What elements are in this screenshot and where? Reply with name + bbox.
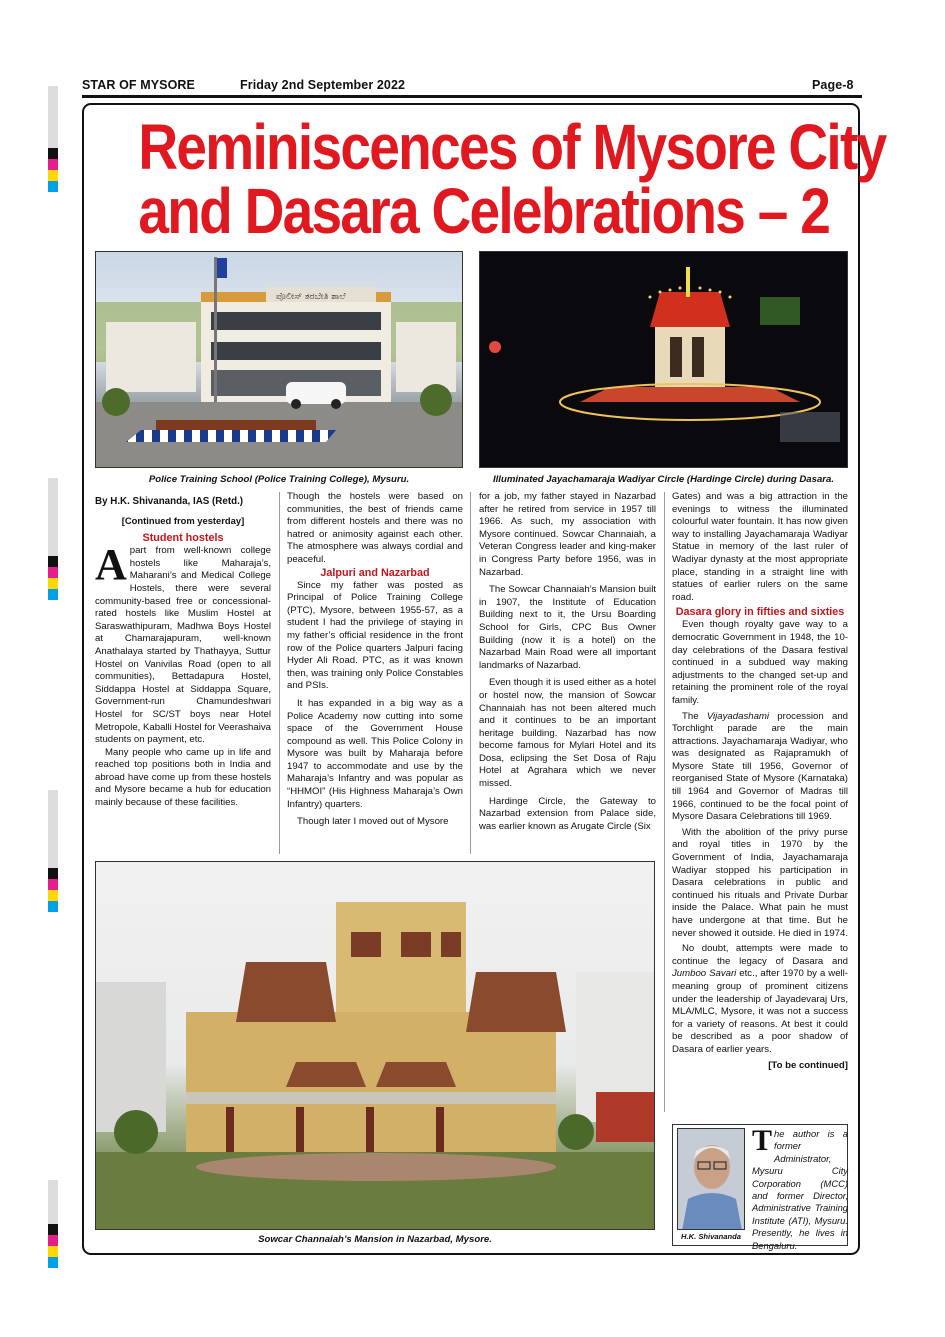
author-bio-text: The author is a former Administrator, Mysuru City Corporation (MCC) and former Director, Administrative Training Institute (ATI), Mysuru. Presently, he lives in Bengaluru. [752,1124,848,1251]
circle-photo-caption: Illuminated Jayachamaraja Wadiyar Circle (Hardinge Circle) during Dasara. [492,474,835,485]
bio-drop-cap: T [752,1124,773,1157]
police-sign-text: ಪೊಲೀಸ್ ತರಬೇತಿ ಶಾಲೆ [276,292,346,302]
paragraph: It has expanded in a big way as a Police Academy now cutting into some space of the Government House compound as well. This Police Colony in Mysore was built by Maharaja before 1947 to accommodate and use by the Maharaja’s Infantry and was popular as “HHMOI” (His Highness Maharaja’s Own Infantry) quarters. [287,697,463,810]
page-number: Page-8 [812,78,854,92]
paragraph: Even though royalty gave way to a democratic Government in 1948, the 10-day celebrations of the Dasara festival continued in a subdued way making adjustments to the changed set-up and retaining the prominent role of the royal family. [672,619,848,706]
column-rule [470,492,471,854]
paragraph: Though later I moved out of Mysore [297,816,449,828]
paragraph: Since my father was posted as Principal of Police Training College (PTC), Mysore, between 1955-57, as a student I had the privilege of staying in my father’s official residence in the front row of the Police quarters Jalpuri facing Hyder Ali Road. PTC, as it was known then, was training only Police Constables and PSIs. [287,579,463,692]
police-photo-caption: Police Training School (Police Training College), Mysuru. [148,474,410,485]
column-rule [664,492,665,1112]
column-2 [287,491,463,829]
registration-bar [48,86,58,192]
author-photo-caption: H.K. Shivananda [681,1232,741,1241]
paragraph: Even though it is used either as a hotel or hostel now, the mansion of Sowcar Channaiah has not been altered much and it continues to be an important heritage building. Nazarbad has now become famous for Mylari Hotel and its Dosa, eclipsing the Set Dosa of Raju Hotel at Agrahara which we never missed. [479,677,656,790]
mansion-illustration [96,862,655,1230]
headline-line-2: and Dasara Celebrations – 2 [138,175,830,247]
paragraph: The Vijayadashami procession and Torchlight parade are the main attractions. Jayachamaraja Wadiyar, who was designated as Rajapramukh of Mysore State till 1956, Governor of reorganised State of Mysore (Karnataka) till 1964 and Governor of Madras till 1966, continued to be the focal point of Mysore Dasara Celebrations till 1969. [672,710,848,823]
paragraph: No doubt, attempts were made to continue the legacy of Dasara and Jumboo Savari etc., after 1970 by a well-meaning group of prominent citizens under the leadership of Jayadevaraj Urs, MLA/MLC, Mysore, it was not a success for a variety of reasons. At best it could be described as a poor shadow of Dasara of earlier years. [672,943,848,1055]
byline: By H.K. Shivananda, IAS (Retd.) [95,496,244,507]
subhead-jalpuri: Jalpuri and Nazarbad [320,566,430,579]
registration-bar [48,478,58,600]
column-1 [95,496,271,810]
paragraph: Though the hostels were based on communities, the best of friends came from different hostels and there was no hatred or animosity against each other. The atmosphere was always cordial and peaceful. [287,491,463,565]
mansion-photo-caption: Sowcar Channaiah’s Mansion in Nazarbad, Mysore. [258,1234,492,1245]
sowcar-mansion-photo [95,861,655,1230]
headline-line-1: Reminiscences of Mysore City [138,111,886,183]
subhead-dasara-glory: Dasara glory in fifties and sixties [675,606,845,619]
registration-bar [48,790,58,912]
subhead-student-hostels: Student hostels [142,532,224,545]
paragraph: The Sowcar Channaiah’s Mansion built in 1907, the Institute of Education Building next to it, the Ursu Boarding School for Girls, CPC Bus Owner Building (now it is a hotel) on the Nazarbad Main Road were all important landmarks of Nazarbad. [479,584,656,671]
column-3 [479,491,656,833]
paragraph: Apart from well-known college hostels like Maharaja’s, Maharani’s and Medical College Hostels, there were several community-based free or concessional-rated hostels like Muslim Hostel at Saraswathipuram, Madhwa Boys Hostel at Chamarajapuram, well-known Anathalaya started by Thathayya, Suttur Hostel on Vanivilas Road (open to all communities), Bettadapura Hostel, Siddappa Hostel at Siddappa Square, Government-run Chamundeshwari Hostel for SC/ST boys near Hotel Metropole, Kaballi Hostel for Veerashaiva students on payment, etc. [95,540,271,746]
author-photo [677,1128,745,1230]
header-rule [82,95,862,98]
column-4 [672,491,848,1072]
paragraph: Many people who came up in life and reached top positions both in India and abroad have come up from these hostels and Mysore became a hub for education mainly because of these facilities. [95,746,271,809]
paragraph: for a job, my father stayed in Nazarbad after he retired from service in 1957 till 1966. As such, my association with Mysore continued. Sowcar Channaiah, a Veteran Congress leader and king-maker in Congress Party before 1956, was in Nazarbad. [479,491,656,578]
illuminated-circle-photo [479,251,848,468]
paragraph: Gates) and was a big attraction in the evenings to witness the illuminated colourful water fountain. It has now given way to installing Jayachamaraja Wadiyar Statue in memory of the last ruler of Wadiyar dynasty at the most appropriate place, standing in a straight line with statues of earlier rulers on the same road. [672,491,848,603]
to-be-continued: [To be continued] [768,1059,848,1071]
continued-from: [Continued from yesterday] [121,514,245,526]
paragraph: Hardinge Circle, the Gateway to Nazarbad extension from Palace side, was earlier known as Arugate Circle (Six [479,795,656,832]
police-building-illustration [96,252,463,468]
police-training-school-photo [95,251,463,468]
registration-bar [48,1180,58,1268]
illuminated-circle-illustration [480,252,848,468]
paper-name: STAR OF MYSORE [82,78,195,92]
author-portrait-illustration [678,1129,745,1230]
column-rule [279,492,280,854]
paragraph: With the abolition of the privy purse and royal titles in 1970 by the Government of India, Jayachamaraja Wadiyar stopped his participation in Dasara celebrations in public and continued his rituals and Private Durbar inside the Palace. What pain he must have undergone at that time. But he never showed it outside. He died in 1974. [672,826,848,939]
issue-date: Friday 2nd September 2022 [240,78,406,92]
drop-cap: A [95,540,127,590]
